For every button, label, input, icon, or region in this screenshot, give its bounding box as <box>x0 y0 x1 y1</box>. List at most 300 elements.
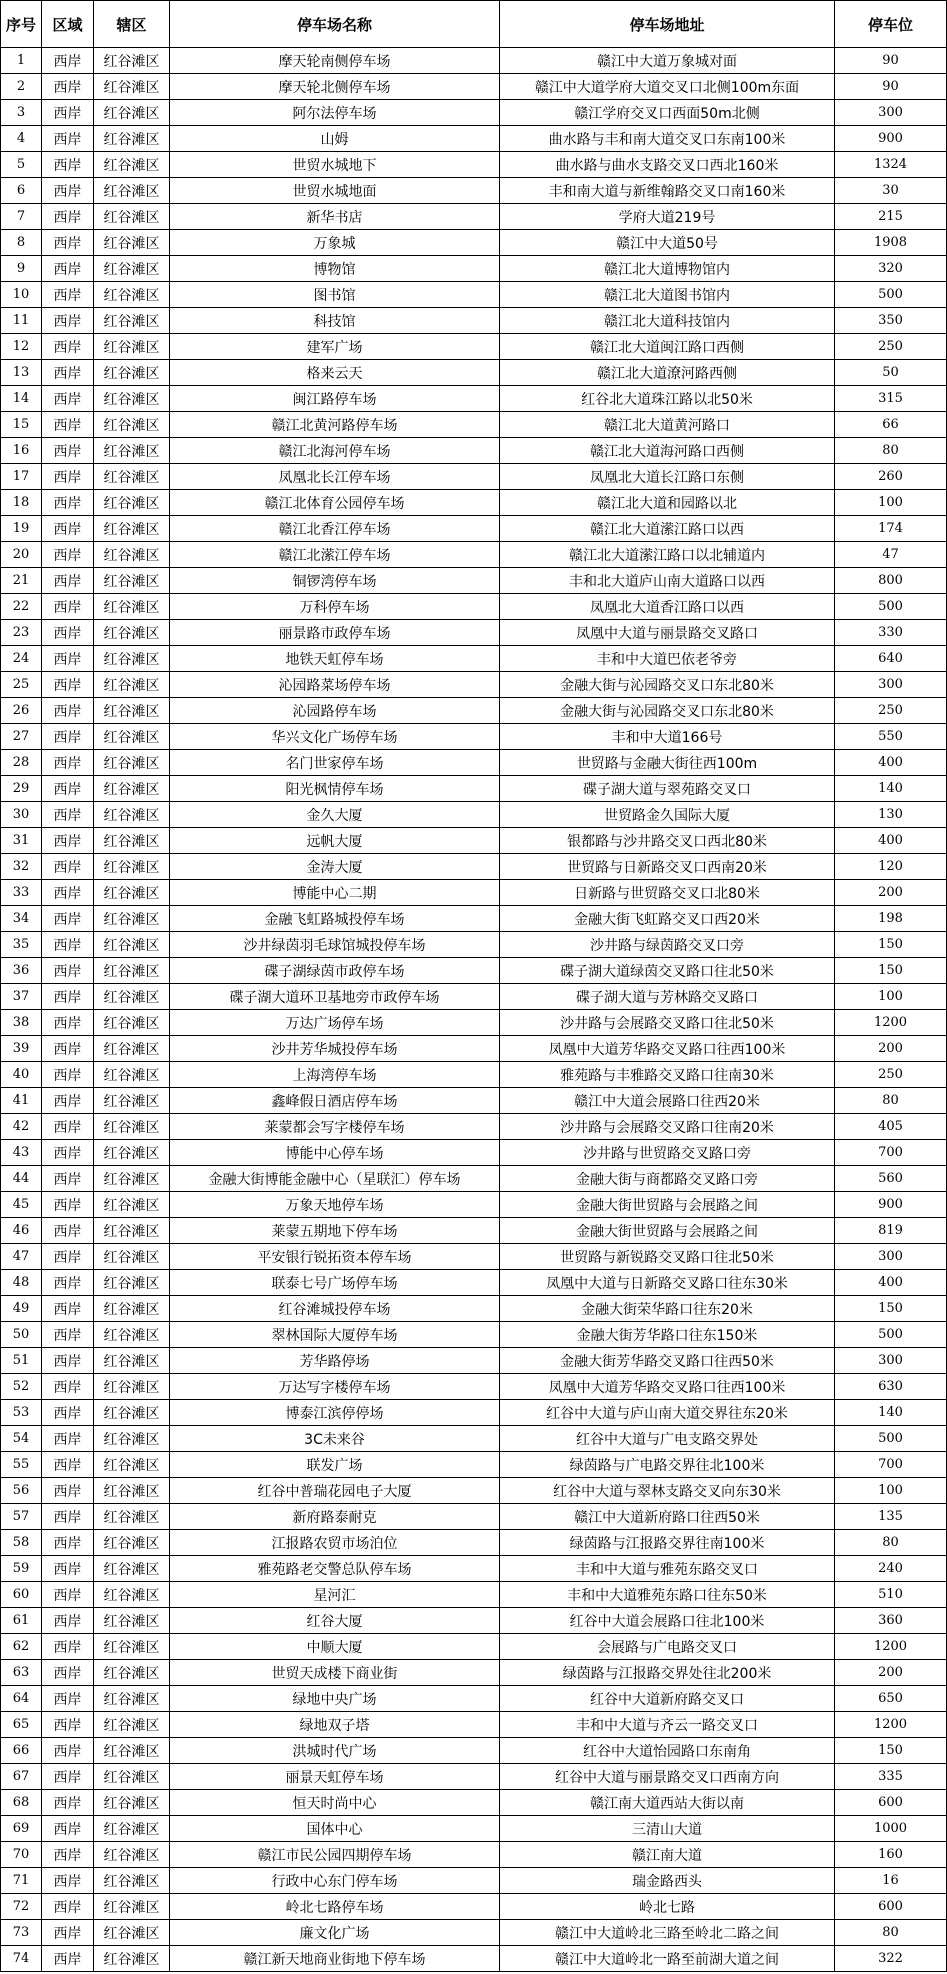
cell-index: 12 <box>1 334 42 360</box>
cell-district: 红谷滩区 <box>94 932 170 958</box>
cell-region: 西岸 <box>42 542 94 568</box>
cell-district: 红谷滩区 <box>94 360 170 386</box>
cell-lot-name: 沙井绿茵羽毛球馆城投停车场 <box>170 932 500 958</box>
table-row <box>1 1920 947 1946</box>
cell-lot-address: 赣江学府交叉口西面50m北侧 <box>500 100 835 126</box>
cell-index: 29 <box>1 776 42 802</box>
cell-spaces: 1908 <box>835 230 947 256</box>
cell-region: 西岸 <box>42 1452 94 1478</box>
cell-lot-name: 远帆大厦 <box>170 828 500 854</box>
cell-region: 西岸 <box>42 1868 94 1894</box>
cell-district: 红谷滩区 <box>94 646 170 672</box>
cell-region: 西岸 <box>42 1946 94 1972</box>
table-row <box>1 1946 947 1972</box>
cell-index: 37 <box>1 984 42 1010</box>
cell-lot-name: 碟子湖绿茵市政停车场 <box>170 958 500 984</box>
table-row <box>1 308 947 334</box>
table-row <box>1 1530 947 1556</box>
cell-lot-name: 世贸天成楼下商业街 <box>170 1660 500 1686</box>
cell-lot-address: 金融大街世贸路与会展路之间 <box>500 1218 835 1244</box>
cell-district: 红谷滩区 <box>94 334 170 360</box>
cell-region: 西岸 <box>42 1816 94 1842</box>
cell-spaces: 315 <box>835 386 947 412</box>
table-row <box>1 152 947 178</box>
table-row <box>1 542 947 568</box>
cell-district: 红谷滩区 <box>94 620 170 646</box>
cell-index: 15 <box>1 412 42 438</box>
table-row <box>1 958 947 984</box>
cell-district: 红谷滩区 <box>94 1868 170 1894</box>
cell-region: 西岸 <box>42 1634 94 1660</box>
cell-district: 红谷滩区 <box>94 386 170 412</box>
cell-spaces: 80 <box>835 438 947 464</box>
cell-lot-name: 赣江市民公园四期停车场 <box>170 1842 500 1868</box>
table-row <box>1 1582 947 1608</box>
cell-lot-address: 世贸路金久国际大厦 <box>500 802 835 828</box>
cell-index: 60 <box>1 1582 42 1608</box>
cell-region: 西岸 <box>42 48 94 74</box>
cell-spaces: 198 <box>835 906 947 932</box>
cell-spaces: 1200 <box>835 1712 947 1738</box>
cell-lot-name: 鑫峰假日酒店停车场 <box>170 1088 500 1114</box>
table-row <box>1 1868 947 1894</box>
cell-spaces: 1200 <box>835 1634 947 1660</box>
cell-index: 58 <box>1 1530 42 1556</box>
cell-spaces: 360 <box>835 1608 947 1634</box>
cell-region: 西岸 <box>42 802 94 828</box>
cell-region: 西岸 <box>42 698 94 724</box>
cell-index: 18 <box>1 490 42 516</box>
cell-region: 西岸 <box>42 1010 94 1036</box>
table-row <box>1 334 947 360</box>
cell-index: 5 <box>1 152 42 178</box>
cell-district: 红谷滩区 <box>94 1192 170 1218</box>
cell-lot-name: 建军广场 <box>170 334 500 360</box>
cell-lot-address: 凤凰北大道香江路口以西 <box>500 594 835 620</box>
cell-spaces: 400 <box>835 1270 947 1296</box>
cell-region: 西岸 <box>42 880 94 906</box>
table-row <box>1 906 947 932</box>
cell-district: 红谷滩区 <box>94 1400 170 1426</box>
cell-spaces: 900 <box>835 1192 947 1218</box>
cell-index: 20 <box>1 542 42 568</box>
cell-region: 西岸 <box>42 1920 94 1946</box>
cell-lot-name: 格来云天 <box>170 360 500 386</box>
table-row <box>1 100 947 126</box>
cell-index: 74 <box>1 1946 42 1972</box>
cell-spaces: 335 <box>835 1764 947 1790</box>
cell-district: 红谷滩区 <box>94 1166 170 1192</box>
cell-district: 红谷滩区 <box>94 74 170 100</box>
cell-lot-name: 华兴文化广场停车场 <box>170 724 500 750</box>
cell-lot-name: 凤凰北长江停车场 <box>170 464 500 490</box>
cell-region: 西岸 <box>42 750 94 776</box>
cell-spaces: 400 <box>835 828 947 854</box>
cell-lot-address: 凤凰中大道芳华路交叉路口往西100米 <box>500 1374 835 1400</box>
cell-region: 西岸 <box>42 1374 94 1400</box>
header-district: 辖区 <box>94 1 170 48</box>
cell-region: 西岸 <box>42 308 94 334</box>
cell-region: 西岸 <box>42 1348 94 1374</box>
cell-region: 西岸 <box>42 620 94 646</box>
cell-district: 红谷滩区 <box>94 854 170 880</box>
cell-lot-name: 沁园路停车场 <box>170 698 500 724</box>
cell-spaces: 550 <box>835 724 947 750</box>
cell-region: 西岸 <box>42 1140 94 1166</box>
cell-district: 红谷滩区 <box>94 568 170 594</box>
cell-lot-address: 赣江中大道岭北三路至岭北二路之间 <box>500 1920 835 1946</box>
cell-lot-address: 日新路与世贸路交叉口北80米 <box>500 880 835 906</box>
cell-district: 红谷滩区 <box>94 750 170 776</box>
cell-spaces: 150 <box>835 958 947 984</box>
cell-spaces: 250 <box>835 334 947 360</box>
cell-district: 红谷滩区 <box>94 984 170 1010</box>
cell-lot-address: 金融大街芳华路交叉路口往西50米 <box>500 1348 835 1374</box>
cell-lot-address: 赣江北大道闽江路口西侧 <box>500 334 835 360</box>
cell-region: 西岸 <box>42 178 94 204</box>
cell-index: 41 <box>1 1088 42 1114</box>
cell-lot-name: 摩天轮南侧停车场 <box>170 48 500 74</box>
cell-district: 红谷滩区 <box>94 152 170 178</box>
cell-index: 49 <box>1 1296 42 1322</box>
cell-lot-address: 岭北七路 <box>500 1894 835 1920</box>
cell-lot-name: 图书馆 <box>170 282 500 308</box>
cell-lot-address: 赣江中大道岭北一路至前湖大道之间 <box>500 1946 835 1972</box>
cell-spaces: 215 <box>835 204 947 230</box>
cell-district: 红谷滩区 <box>94 1634 170 1660</box>
table-row <box>1 1426 947 1452</box>
cell-lot-address: 红谷中大道与翠林支路交叉向东30米 <box>500 1478 835 1504</box>
cell-lot-address: 金融大街与商都路交叉路口旁 <box>500 1166 835 1192</box>
cell-lot-name: 联泰七号广场停车场 <box>170 1270 500 1296</box>
cell-region: 西岸 <box>42 1686 94 1712</box>
table-row <box>1 386 947 412</box>
cell-lot-address: 绿茵路与江报路交界往南100米 <box>500 1530 835 1556</box>
cell-index: 38 <box>1 1010 42 1036</box>
cell-district: 红谷滩区 <box>94 100 170 126</box>
table-row <box>1 1270 947 1296</box>
cell-spaces: 800 <box>835 568 947 594</box>
cell-index: 13 <box>1 360 42 386</box>
cell-district: 红谷滩区 <box>94 1738 170 1764</box>
cell-region: 西岸 <box>42 1322 94 1348</box>
cell-region: 西岸 <box>42 412 94 438</box>
table-row <box>1 932 947 958</box>
cell-spaces: 700 <box>835 1140 947 1166</box>
cell-lot-name: 国体中心 <box>170 1816 500 1842</box>
table-row <box>1 594 947 620</box>
cell-lot-address: 沙井路与绿茵路交叉口旁 <box>500 932 835 958</box>
cell-district: 红谷滩区 <box>94 1452 170 1478</box>
cell-lot-address: 丰和中大道与雅苑东路交叉口 <box>500 1556 835 1582</box>
cell-lot-name: 丽景天虹停车场 <box>170 1764 500 1790</box>
cell-index: 6 <box>1 178 42 204</box>
cell-region: 西岸 <box>42 1062 94 1088</box>
cell-spaces: 135 <box>835 1504 947 1530</box>
cell-index: 34 <box>1 906 42 932</box>
cell-lot-name: 恒天时尚中心 <box>170 1790 500 1816</box>
cell-district: 红谷滩区 <box>94 282 170 308</box>
cell-lot-address: 丰和中大道与齐云一路交叉口 <box>500 1712 835 1738</box>
cell-spaces: 350 <box>835 308 947 334</box>
cell-spaces: 80 <box>835 1088 947 1114</box>
cell-district: 红谷滩区 <box>94 1010 170 1036</box>
cell-spaces: 900 <box>835 126 947 152</box>
cell-lot-name: 廉文化广场 <box>170 1920 500 1946</box>
cell-region: 西岸 <box>42 204 94 230</box>
cell-spaces: 50 <box>835 360 947 386</box>
cell-index: 63 <box>1 1660 42 1686</box>
table-row <box>1 828 947 854</box>
cell-lot-name: 3C未来谷 <box>170 1426 500 1452</box>
cell-district: 红谷滩区 <box>94 1374 170 1400</box>
cell-index: 68 <box>1 1790 42 1816</box>
cell-spaces: 16 <box>835 1868 947 1894</box>
cell-index: 46 <box>1 1218 42 1244</box>
cell-lot-address: 沙井路与会展路交叉路口往北50米 <box>500 1010 835 1036</box>
cell-spaces: 100 <box>835 490 947 516</box>
cell-region: 西岸 <box>42 828 94 854</box>
cell-index: 55 <box>1 1452 42 1478</box>
cell-region: 西岸 <box>42 1400 94 1426</box>
cell-region: 西岸 <box>42 282 94 308</box>
cell-index: 28 <box>1 750 42 776</box>
cell-spaces: 100 <box>835 1478 947 1504</box>
table-row <box>1 672 947 698</box>
cell-region: 西岸 <box>42 906 94 932</box>
cell-region: 西岸 <box>42 1296 94 1322</box>
cell-index: 24 <box>1 646 42 672</box>
cell-spaces: 1324 <box>835 152 947 178</box>
cell-region: 西岸 <box>42 646 94 672</box>
cell-district: 红谷滩区 <box>94 178 170 204</box>
cell-spaces: 140 <box>835 1400 947 1426</box>
cell-region: 西岸 <box>42 230 94 256</box>
cell-lot-address: 丰和中大道166号 <box>500 724 835 750</box>
cell-index: 26 <box>1 698 42 724</box>
cell-lot-address: 赣江北大道潆江路口以北辅道内 <box>500 542 835 568</box>
cell-lot-address: 碟子湖大道与翠苑路交叉口 <box>500 776 835 802</box>
cell-index: 31 <box>1 828 42 854</box>
cell-index: 67 <box>1 1764 42 1790</box>
cell-lot-name: 阿尔法停车场 <box>170 100 500 126</box>
cell-lot-name: 博泰江滨停停场 <box>170 1400 500 1426</box>
cell-index: 53 <box>1 1400 42 1426</box>
cell-lot-address: 曲水路与丰和南大道交叉口东南100米 <box>500 126 835 152</box>
cell-district: 红谷滩区 <box>94 308 170 334</box>
cell-region: 西岸 <box>42 1660 94 1686</box>
cell-lot-name: 碟子湖大道环卫基地旁市政停车场 <box>170 984 500 1010</box>
table-row <box>1 1140 947 1166</box>
cell-index: 23 <box>1 620 42 646</box>
cell-spaces: 300 <box>835 100 947 126</box>
cell-index: 3 <box>1 100 42 126</box>
cell-spaces: 150 <box>835 1738 947 1764</box>
table-row <box>1 1478 947 1504</box>
cell-spaces: 400 <box>835 750 947 776</box>
cell-lot-address: 曲水路与曲水支路交叉口西北160米 <box>500 152 835 178</box>
cell-lot-name: 江报路农贸市场泊位 <box>170 1530 500 1556</box>
cell-lot-name: 行政中心东门停车场 <box>170 1868 500 1894</box>
cell-index: 54 <box>1 1426 42 1452</box>
cell-spaces: 150 <box>835 932 947 958</box>
cell-lot-address: 学府大道219号 <box>500 204 835 230</box>
cell-region: 西岸 <box>42 490 94 516</box>
cell-lot-address: 世贸路与金融大街往西100m <box>500 750 835 776</box>
table-row <box>1 620 947 646</box>
cell-district: 红谷滩区 <box>94 1504 170 1530</box>
cell-lot-name: 万象城 <box>170 230 500 256</box>
cell-lot-address: 赣江北大道博物馆内 <box>500 256 835 282</box>
cell-lot-address: 赣江中大道学府大道交叉口北侧100m东面 <box>500 74 835 100</box>
table-row <box>1 1296 947 1322</box>
cell-index: 7 <box>1 204 42 230</box>
cell-index: 17 <box>1 464 42 490</box>
cell-district: 红谷滩区 <box>94 1660 170 1686</box>
table-row <box>1 360 947 386</box>
table-row <box>1 1556 947 1582</box>
cell-lot-address: 凤凰中大道与日新路交叉路口往东30米 <box>500 1270 835 1296</box>
cell-spaces: 200 <box>835 1660 947 1686</box>
cell-spaces: 66 <box>835 412 947 438</box>
table-row <box>1 1322 947 1348</box>
cell-district: 红谷滩区 <box>94 204 170 230</box>
cell-spaces: 1200 <box>835 1010 947 1036</box>
cell-lot-name: 阳光枫情停车场 <box>170 776 500 802</box>
table-row <box>1 1894 947 1920</box>
cell-region: 西岸 <box>42 958 94 984</box>
table-row <box>1 74 947 100</box>
cell-lot-address: 赣江北大道和园路以北 <box>500 490 835 516</box>
cell-index: 39 <box>1 1036 42 1062</box>
cell-lot-name: 红谷大厦 <box>170 1608 500 1634</box>
table-row <box>1 1244 947 1270</box>
table-row <box>1 646 947 672</box>
cell-region: 西岸 <box>42 152 94 178</box>
cell-spaces: 200 <box>835 1036 947 1062</box>
cell-spaces: 300 <box>835 1348 947 1374</box>
cell-district: 红谷滩区 <box>94 880 170 906</box>
cell-region: 西岸 <box>42 1114 94 1140</box>
table-row <box>1 1504 947 1530</box>
cell-lot-address: 金融大街世贸路与会展路之间 <box>500 1192 835 1218</box>
cell-spaces: 130 <box>835 802 947 828</box>
cell-index: 16 <box>1 438 42 464</box>
cell-index: 73 <box>1 1920 42 1946</box>
cell-index: 50 <box>1 1322 42 1348</box>
table-row <box>1 412 947 438</box>
cell-index: 47 <box>1 1244 42 1270</box>
cell-lot-name: 平安银行锐拓资本停车场 <box>170 1244 500 1270</box>
cell-district: 红谷滩区 <box>94 1426 170 1452</box>
cell-spaces: 200 <box>835 880 947 906</box>
cell-index: 61 <box>1 1608 42 1634</box>
cell-region: 西岸 <box>42 256 94 282</box>
cell-lot-address: 会展路与广电路交叉口 <box>500 1634 835 1660</box>
cell-spaces: 300 <box>835 672 947 698</box>
cell-lot-name: 万象天地停车场 <box>170 1192 500 1218</box>
cell-spaces: 100 <box>835 984 947 1010</box>
cell-region: 西岸 <box>42 1270 94 1296</box>
cell-lot-name: 地铁天虹停车场 <box>170 646 500 672</box>
cell-lot-name: 绿地中央广场 <box>170 1686 500 1712</box>
cell-region: 西岸 <box>42 984 94 1010</box>
cell-lot-address: 赣江北大道黄河路口 <box>500 412 835 438</box>
cell-lot-address: 赣江北大道潆江路口以西 <box>500 516 835 542</box>
cell-index: 21 <box>1 568 42 594</box>
cell-spaces: 250 <box>835 1062 947 1088</box>
cell-region: 西岸 <box>42 672 94 698</box>
cell-region: 西岸 <box>42 1582 94 1608</box>
cell-lot-name: 万达广场停车场 <box>170 1010 500 1036</box>
cell-lot-name: 闽江路停车场 <box>170 386 500 412</box>
cell-lot-address: 赣江北大道科技馆内 <box>500 308 835 334</box>
cell-index: 27 <box>1 724 42 750</box>
table-row <box>1 1790 947 1816</box>
table-row <box>1 1036 947 1062</box>
cell-lot-name: 金久大厦 <box>170 802 500 828</box>
cell-lot-address: 红谷中大道怡园路口东南角 <box>500 1738 835 1764</box>
cell-lot-name: 中顺大厦 <box>170 1634 500 1660</box>
cell-region: 西岸 <box>42 1426 94 1452</box>
cell-lot-address: 世贸路与日新路交叉口西南20米 <box>500 854 835 880</box>
cell-region: 西岸 <box>42 854 94 880</box>
header-row <box>1 1 947 48</box>
cell-index: 44 <box>1 1166 42 1192</box>
cell-lot-name: 万科停车场 <box>170 594 500 620</box>
cell-lot-name: 洪城时代广场 <box>170 1738 500 1764</box>
cell-region: 西岸 <box>42 1166 94 1192</box>
cell-region: 西岸 <box>42 360 94 386</box>
cell-index: 8 <box>1 230 42 256</box>
cell-district: 红谷滩区 <box>94 672 170 698</box>
cell-lot-name: 金融飞虹路城投停车场 <box>170 906 500 932</box>
cell-region: 西岸 <box>42 568 94 594</box>
cell-spaces: 819 <box>835 1218 947 1244</box>
cell-region: 西岸 <box>42 464 94 490</box>
cell-lot-name: 星河汇 <box>170 1582 500 1608</box>
cell-district: 红谷滩区 <box>94 1946 170 1972</box>
table-row <box>1 854 947 880</box>
table-row <box>1 1842 947 1868</box>
table-row <box>1 1660 947 1686</box>
cell-index: 14 <box>1 386 42 412</box>
cell-lot-name: 赣江新天地商业街地下停车场 <box>170 1946 500 1972</box>
cell-spaces: 700 <box>835 1452 947 1478</box>
cell-index: 40 <box>1 1062 42 1088</box>
cell-lot-name: 莱蒙五期地下停车场 <box>170 1218 500 1244</box>
cell-lot-address: 银都路与沙井路交叉口西北80米 <box>500 828 835 854</box>
cell-region: 西岸 <box>42 724 94 750</box>
cell-spaces: 160 <box>835 1842 947 1868</box>
cell-spaces: 90 <box>835 74 947 100</box>
cell-index: 57 <box>1 1504 42 1530</box>
table-row <box>1 568 947 594</box>
cell-district: 红谷滩区 <box>94 126 170 152</box>
cell-spaces: 500 <box>835 594 947 620</box>
cell-lot-address: 红谷中大道与广电支路交界处 <box>500 1426 835 1452</box>
cell-lot-address: 世贸路与新锐路交叉路口往北50米 <box>500 1244 835 1270</box>
cell-index: 65 <box>1 1712 42 1738</box>
cell-spaces: 650 <box>835 1686 947 1712</box>
cell-lot-address: 金融大街与沁园路交叉口东北80米 <box>500 672 835 698</box>
cell-spaces: 560 <box>835 1166 947 1192</box>
table-row <box>1 464 947 490</box>
cell-district: 红谷滩区 <box>94 1088 170 1114</box>
header-lot-name: 停车场名称 <box>170 1 500 48</box>
cell-index: 36 <box>1 958 42 984</box>
cell-district: 红谷滩区 <box>94 1114 170 1140</box>
